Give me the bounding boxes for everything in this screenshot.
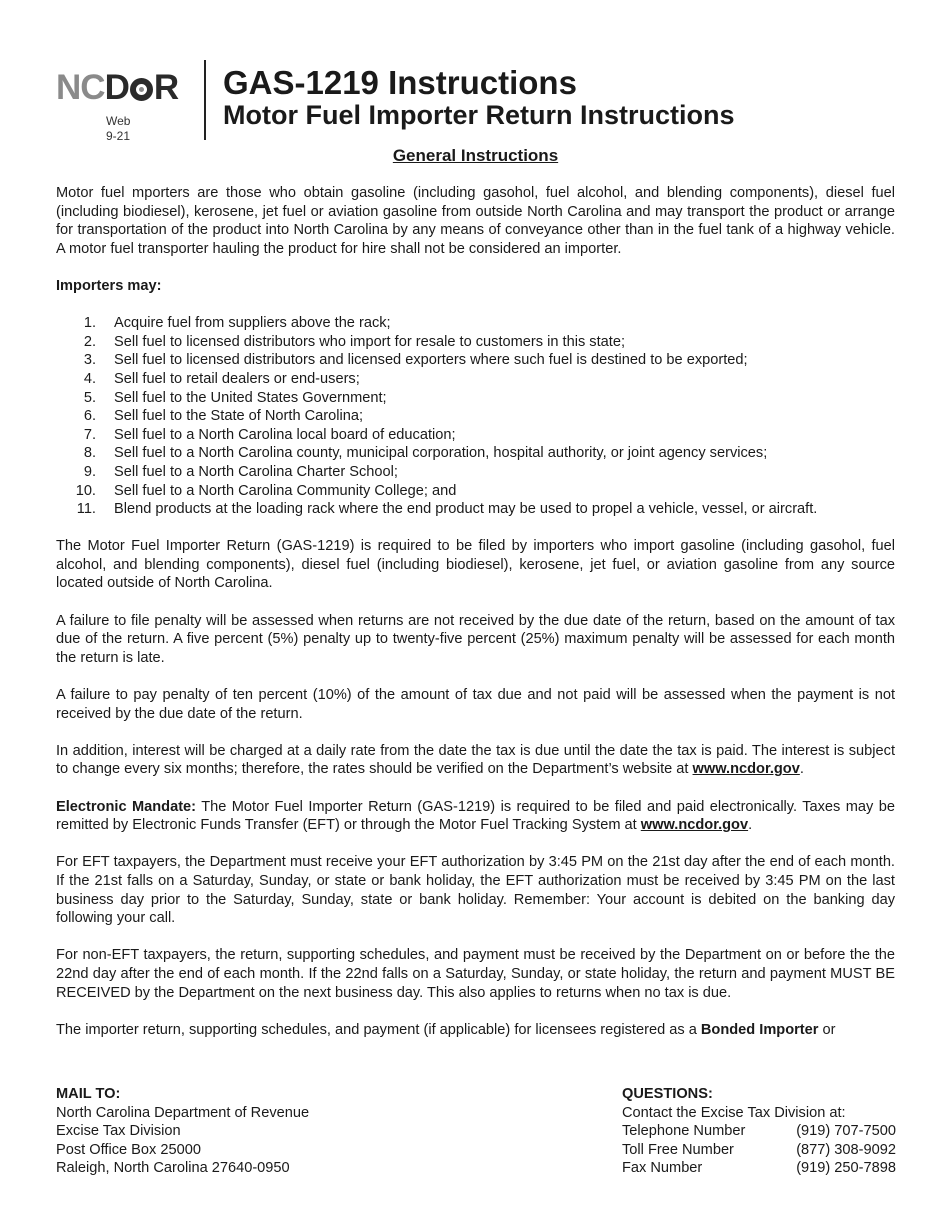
importer-list-item <box>56 444 895 463</box>
contact-row-telephone <box>622 1122 896 1141</box>
mandate-label: Electronic Mandate: <box>56 798 197 815</box>
mail-line: Excise Tax Division <box>56 1123 181 1140</box>
importers-list <box>56 314 895 519</box>
importer-list-item <box>56 389 895 408</box>
contact-row-fax <box>622 1159 896 1178</box>
ncdor-logo <box>56 68 186 143</box>
logo-version-line1: Web <box>106 114 131 128</box>
contact-value: (919) 707-7500 <box>796 1123 896 1140</box>
mail-heading: MAIL TO: <box>56 1086 121 1102</box>
mail-to-block <box>56 1085 309 1178</box>
list-item-text: Acquire fuel from suppliers above the rack; <box>114 315 391 332</box>
logo-version-line2: 9-21 <box>106 129 131 143</box>
logo-nc: NC <box>56 68 105 107</box>
non-eft-paragraph: For non-EFT taxpayers, the return, supporting schedules, and payment must be received by the Department on or before the the 22nd day after the end of each month. If the 22nd falls on a Saturday, Sunday, or state holiday, the return and payment MUST BE RECEIVED by the Department on the next business day. This also applies to returns when no tax is due. <box>56 947 895 1001</box>
section-heading: General Instructions <box>392 146 559 165</box>
mail-line: Raleigh, North Carolina 27640-0950 <box>56 1160 290 1177</box>
importer-list-item <box>56 314 895 333</box>
importer-list-item <box>56 500 895 519</box>
eft-paragraph: For EFT taxpayers, the Department must receive your EFT authorization by 3:45 PM on the 21st day after the end of each month. If the 21st falls on a Saturday, Sunday, or state or bank holiday, the EFT authorization must be received by 3:45 PM on the last business day prior to the Saturday, Sunday, state or bank holiday. Remember: Your account is debited on the banking day following your call. <box>56 854 895 927</box>
list-item-number: 9. <box>83 463 96 480</box>
importer-list-item <box>56 351 895 370</box>
importer-list-item <box>56 482 895 501</box>
title-block <box>223 66 735 130</box>
logo-d: D <box>104 68 129 107</box>
list-item-text: Sell fuel to a North Carolina county, municipal corporation, hospital authority, or joint agency services; <box>114 445 768 462</box>
list-item-number: 6. <box>83 408 96 425</box>
list-item-number: 5. <box>83 389 96 406</box>
importer-list-item <box>56 426 895 445</box>
list-item-number: 2. <box>83 333 96 350</box>
importer-list-item <box>56 463 895 482</box>
list-item-text: Blend products at the loading rack where the end product may be used to propel a vehicle, vessel, or aircraft. <box>114 501 818 518</box>
list-item-text: Sell fuel to the United States Government; <box>114 389 387 406</box>
list-item-number: 10. <box>75 482 96 499</box>
logo-wordmark <box>56 70 186 106</box>
questions-block <box>622 1085 896 1178</box>
list-item-text: Sell fuel to a North Carolina Community College; and <box>114 482 457 499</box>
list-item-text: Sell fuel to licensed distributors and licensed exporters where such fuel is destined to be exported; <box>114 352 748 369</box>
list-item-text: Sell fuel to licensed distributors who import for resale to customers in this state; <box>114 333 626 350</box>
mandate-paragraph: Electronic Mandate: The Motor Fuel Importer Return (GAS-1219) is required to be filed and paid electronically. Taxes may be remitted by Electronic Funds Transfer (EFT) or through the Motor Fuel Tracking System at www.ncdor.gov. <box>56 798 895 834</box>
pay-penalty-paragraph: A failure to pay penalty of ten percent (10%) of the amount of tax due and not paid will be assessed when the payment is not received by the due date of the return. <box>56 687 895 722</box>
file-penalty-paragraph: A failure to file penalty will be assessed when returns are not received by the due date of the return, based on the amount of tax due of the return. A five percent (5%) penalty up to twenty-five percent (25%) maximum penalty will be assessed for each month the return is late. <box>56 612 895 666</box>
questions-intro: Contact the Excise Tax Division at: <box>622 1104 846 1121</box>
list-item-text: Sell fuel to a North Carolina Charter School; <box>114 463 398 480</box>
contact-row-toll-free <box>622 1141 896 1160</box>
bonded-label: Bonded Importer <box>700 1021 819 1038</box>
mandate-text: The Motor Fuel Importer Return (GAS-1219) is required to be filed and paid electronically. Taxes may be remitted by Electronic Funds Transfer (EFT) or through the Motor Fuel Tracking System at <box>56 798 895 834</box>
contact-value: (919) 250-7898 <box>796 1160 896 1177</box>
importer-list-item <box>56 333 895 352</box>
document-header <box>56 60 896 142</box>
contact-label: Telephone Number <box>622 1123 746 1140</box>
return-paragraph: The Motor Fuel Importer Return (GAS-1219) is required to be filed by importers who import gasoline (including gasohol, fuel alcohol, and blending components), diesel fuel (including biodiesel), kerosene, jet fuel, or aviation gasoline from any source located outside of North Carolina. <box>56 538 895 592</box>
interest-text: In addition, interest will be charged at a daily rate from the date the tax is due until the date the tax is paid. The interest is subject to change every six months; therefore, the rates should be verified on the Department’s website at <box>56 742 895 778</box>
contact-label: Toll Free Number <box>622 1141 734 1158</box>
list-item-number: 11. <box>76 501 96 518</box>
page-subtitle: Motor Fuel Importer Return Instructions <box>223 100 735 130</box>
importer-list-item <box>56 370 895 389</box>
contact-value: (877) 308-9092 <box>796 1141 896 1158</box>
list-item-number: 7. <box>83 426 96 443</box>
list-item-number: 1. <box>83 315 96 332</box>
mail-line: Post Office Box 25000 <box>56 1141 201 1158</box>
intro-paragraph: Motor fuel mporters are those who obtain gasoline (including gasohol, fuel alcohol, and blending components), diesel fuel (including biodiesel), kerosene, jet fuel or aviation gasoline from outside North Carolina and may transport the product or arrange for transportation of the product into North Carolina by any means of conveyance other than in the fuel tank of a highway vehicle. A motor fuel transporter hauling the product for hire shall not be considered an importer. <box>56 185 895 257</box>
bonded-text-post: or <box>818 1021 836 1038</box>
list-item-number: 3. <box>83 352 96 369</box>
instructions-body <box>56 145 895 1058</box>
bonded-text-pre: The importer return, supporting schedules, and payment (if applicable) for licensees registered as a <box>56 1021 701 1038</box>
logo-version <box>106 114 130 144</box>
page-title: GAS-1219 Instructions <box>223 64 577 101</box>
mail-line: North Carolina Department of Revenue <box>56 1104 310 1121</box>
list-item-text: Sell fuel to retail dealers or end-users; <box>114 370 360 387</box>
contact-label: Fax Number <box>622 1160 703 1177</box>
importers-heading: Importers may: <box>56 277 162 294</box>
ncdor-website-link[interactable]: www.ncdor.gov <box>692 761 800 778</box>
ncdor-website-link-2[interactable]: www.ncdor.gov <box>640 817 749 834</box>
logo-o-icon <box>130 78 153 101</box>
questions-heading: QUESTIONS: <box>622 1086 713 1102</box>
list-item-text: Sell fuel to a North Carolina local board of education; <box>114 426 456 443</box>
logo-r: R <box>153 68 179 107</box>
list-item-number: 8. <box>83 445 96 462</box>
list-item-text: Sell fuel to the State of North Carolina; <box>114 408 364 425</box>
interest-paragraph: In addition, interest will be charged at a daily rate from the date the tax is due until the date the tax is paid. The interest is subject to change every six months; therefore, the rates should be verified on the Department’s website at www.ncdor.gov. <box>56 742 895 778</box>
importer-list-item <box>56 407 895 426</box>
header-divider <box>204 60 206 140</box>
bonded-paragraph <box>56 1021 895 1040</box>
list-item-number: 4. <box>83 370 96 387</box>
